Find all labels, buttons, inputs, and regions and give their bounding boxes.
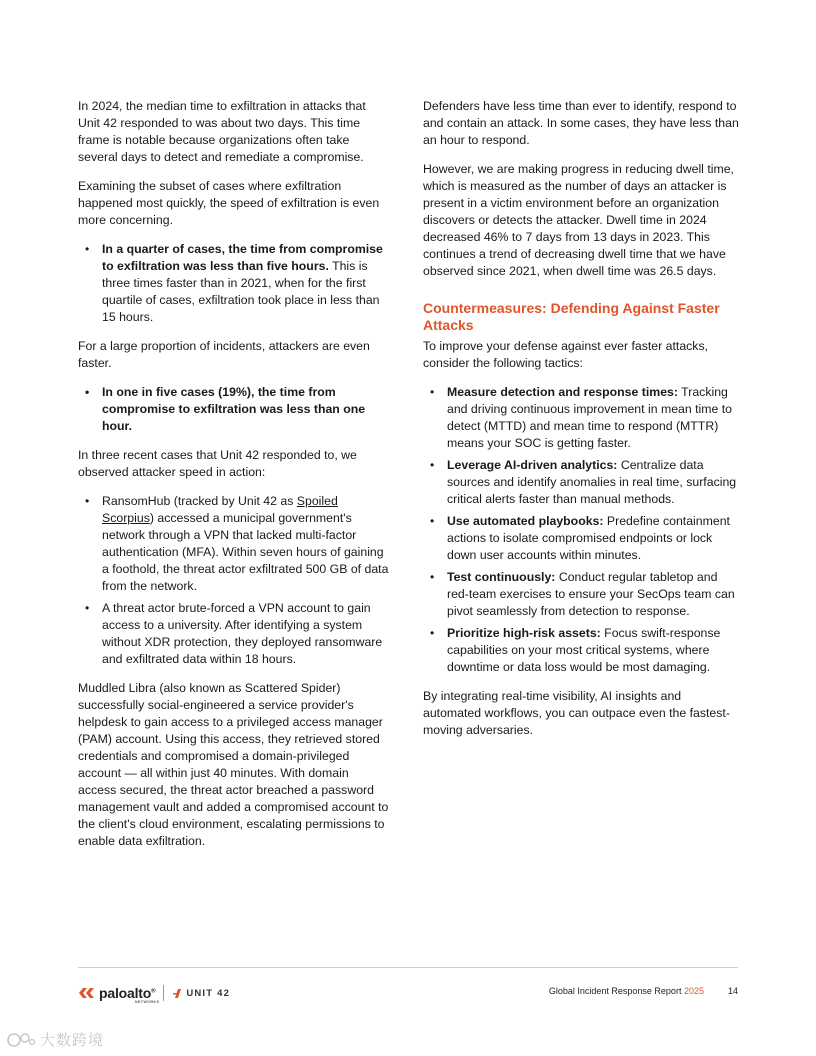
report-title: Global Incident Response Report 2025 [548,986,704,996]
paragraph-proportion: For a large proportion of incidents, attackers are even faster. [78,339,370,370]
list-item: • Measure detection and response times: Tracking and driving continuous improvement in mean time to detect (MTTD) and mean time to respond (MTTR) means your SOC is getting faster. [423,384,739,452]
paloalto-logo: paloalto® NETWORKS [78,985,155,1001]
watermark [6,1029,104,1050]
brand-sub: NETWORKS [135,1000,160,1004]
paloalto-mark-icon [78,987,96,999]
list-item: • RansomHub (tracked by Unit 42 as Spoiled Scorpius) accessed a municipal government's network through a VPN that lacked multi-factor authentication (MFA). Within seven hours of gaining a foothold, the threat actor exfiltrated 500 GB of data from the network. [78,493,390,595]
report-year: 2025 [683,986,704,996]
footer-logos [78,983,230,1003]
list-item: • In one in five cases (19%), the time from compromise to exfiltration was less than one hour. [78,384,390,435]
unit42-logo: UNIT 42 [173,988,230,999]
page-number: 14 [728,986,739,996]
footer-divider [78,967,738,968]
section-heading-countermeasures: Countermeasures: Defending Against Faster Attacks [423,300,720,333]
tactics-list [423,384,739,676]
list-item: • Leverage AI-driven analytics: Centralize data sources and identify anomalies in real time, surfacing critical alerts faster than manual methods. [423,457,739,508]
list-item: • Test continuously: Conduct regular tabletop and red-team exercises to ensure your SecOps team can pivot seamlessly from detection to response. [423,569,739,620]
paragraph-recent-cases: In three recent cases that Unit 42 responded to, we observed attacker speed in action: [78,448,357,479]
paragraph-exfiltration-median: In 2024, the median time to exfiltration in attacks that Unit 42 responded to was about two days. This time frame is notable because organizations often take several days to detect and remediate a compromise. [78,99,366,164]
watermark-text: 大数跨境 [40,1032,105,1049]
brand-name: paloalto [99,985,152,1001]
paragraph-tactics-intro: To improve your defense against ever faster attacks, consider the following tactics: [423,339,709,370]
paragraph-fastest-cases: Examining the subset of cases where exfiltration happened most quickly, the speed of exfiltration is even more concerning. [78,179,380,227]
left-column [78,98,390,862]
case-list [78,493,390,668]
paragraph-dwell-time: However, we are making progress in reducing dwell time, which is measured as the number of days an attacker is present in a victim environment before an organization discovers or detects the attacker. Dwell time in 2024 decreased 46% to 7 days from 13 days in 2023. This continues a trend of decreasing dwell time that we have observed since 2021, when dwell time was 26.5 days. [423,162,734,278]
paragraph-muddled-libra: Muddled Libra (also known as Scattered Spider) successfully social-engineered a service provider's helpdesk to gain access to a privileged access manager (PAM) account. Using this access, they retrieved stored credentials and compromised a domain-privileged account — all within just 40 minutes. With domain access secured, the threat actor breached a password management vault and added a compromised account to the client's cloud environment, escalating permissions to enable data exfiltration. [78,681,389,848]
list-item: • In a quarter of cases, the time from compromise to exfiltration was less than five hours. This is three times faster than in 2021, when for the first quartile of cases, exfiltration took place in less than 15 hours. [78,241,390,326]
watermark-logo-icon [6,1030,36,1050]
stat-list-quarter [78,241,390,326]
paragraph-defenders: Defenders have less time than ever to identify, respond to and contain an attack. In some cases, they have less than an hour to respond. [423,99,739,147]
list-item: • Prioritize high-risk assets: Focus swift-response capabilities on your most critical systems, where downtime or data loss would be most damaging. [423,625,739,676]
list-item: • A threat actor brute-forced a VPN account to gain access to a university. After identifying a system without XDR protection, they deployed ransomware and exfiltrated data within 18 hours. [78,600,390,668]
unit42-mark-icon [173,988,182,999]
spoiled-scorpius-link[interactable]: Spoiled Scorpius [102,494,338,525]
logo-divider [163,985,164,1001]
paragraph-closing: By integrating real-time visibility, AI insights and automated workflows, you can outpace even the fastest-moving adversaries. [423,689,730,737]
stat-list-one-in-five [78,384,390,435]
right-column [423,98,739,751]
list-item: • Use automated playbooks: Predefine containment actions to isolate compromised endpoints or lock down user accounts within minutes. [423,513,739,564]
